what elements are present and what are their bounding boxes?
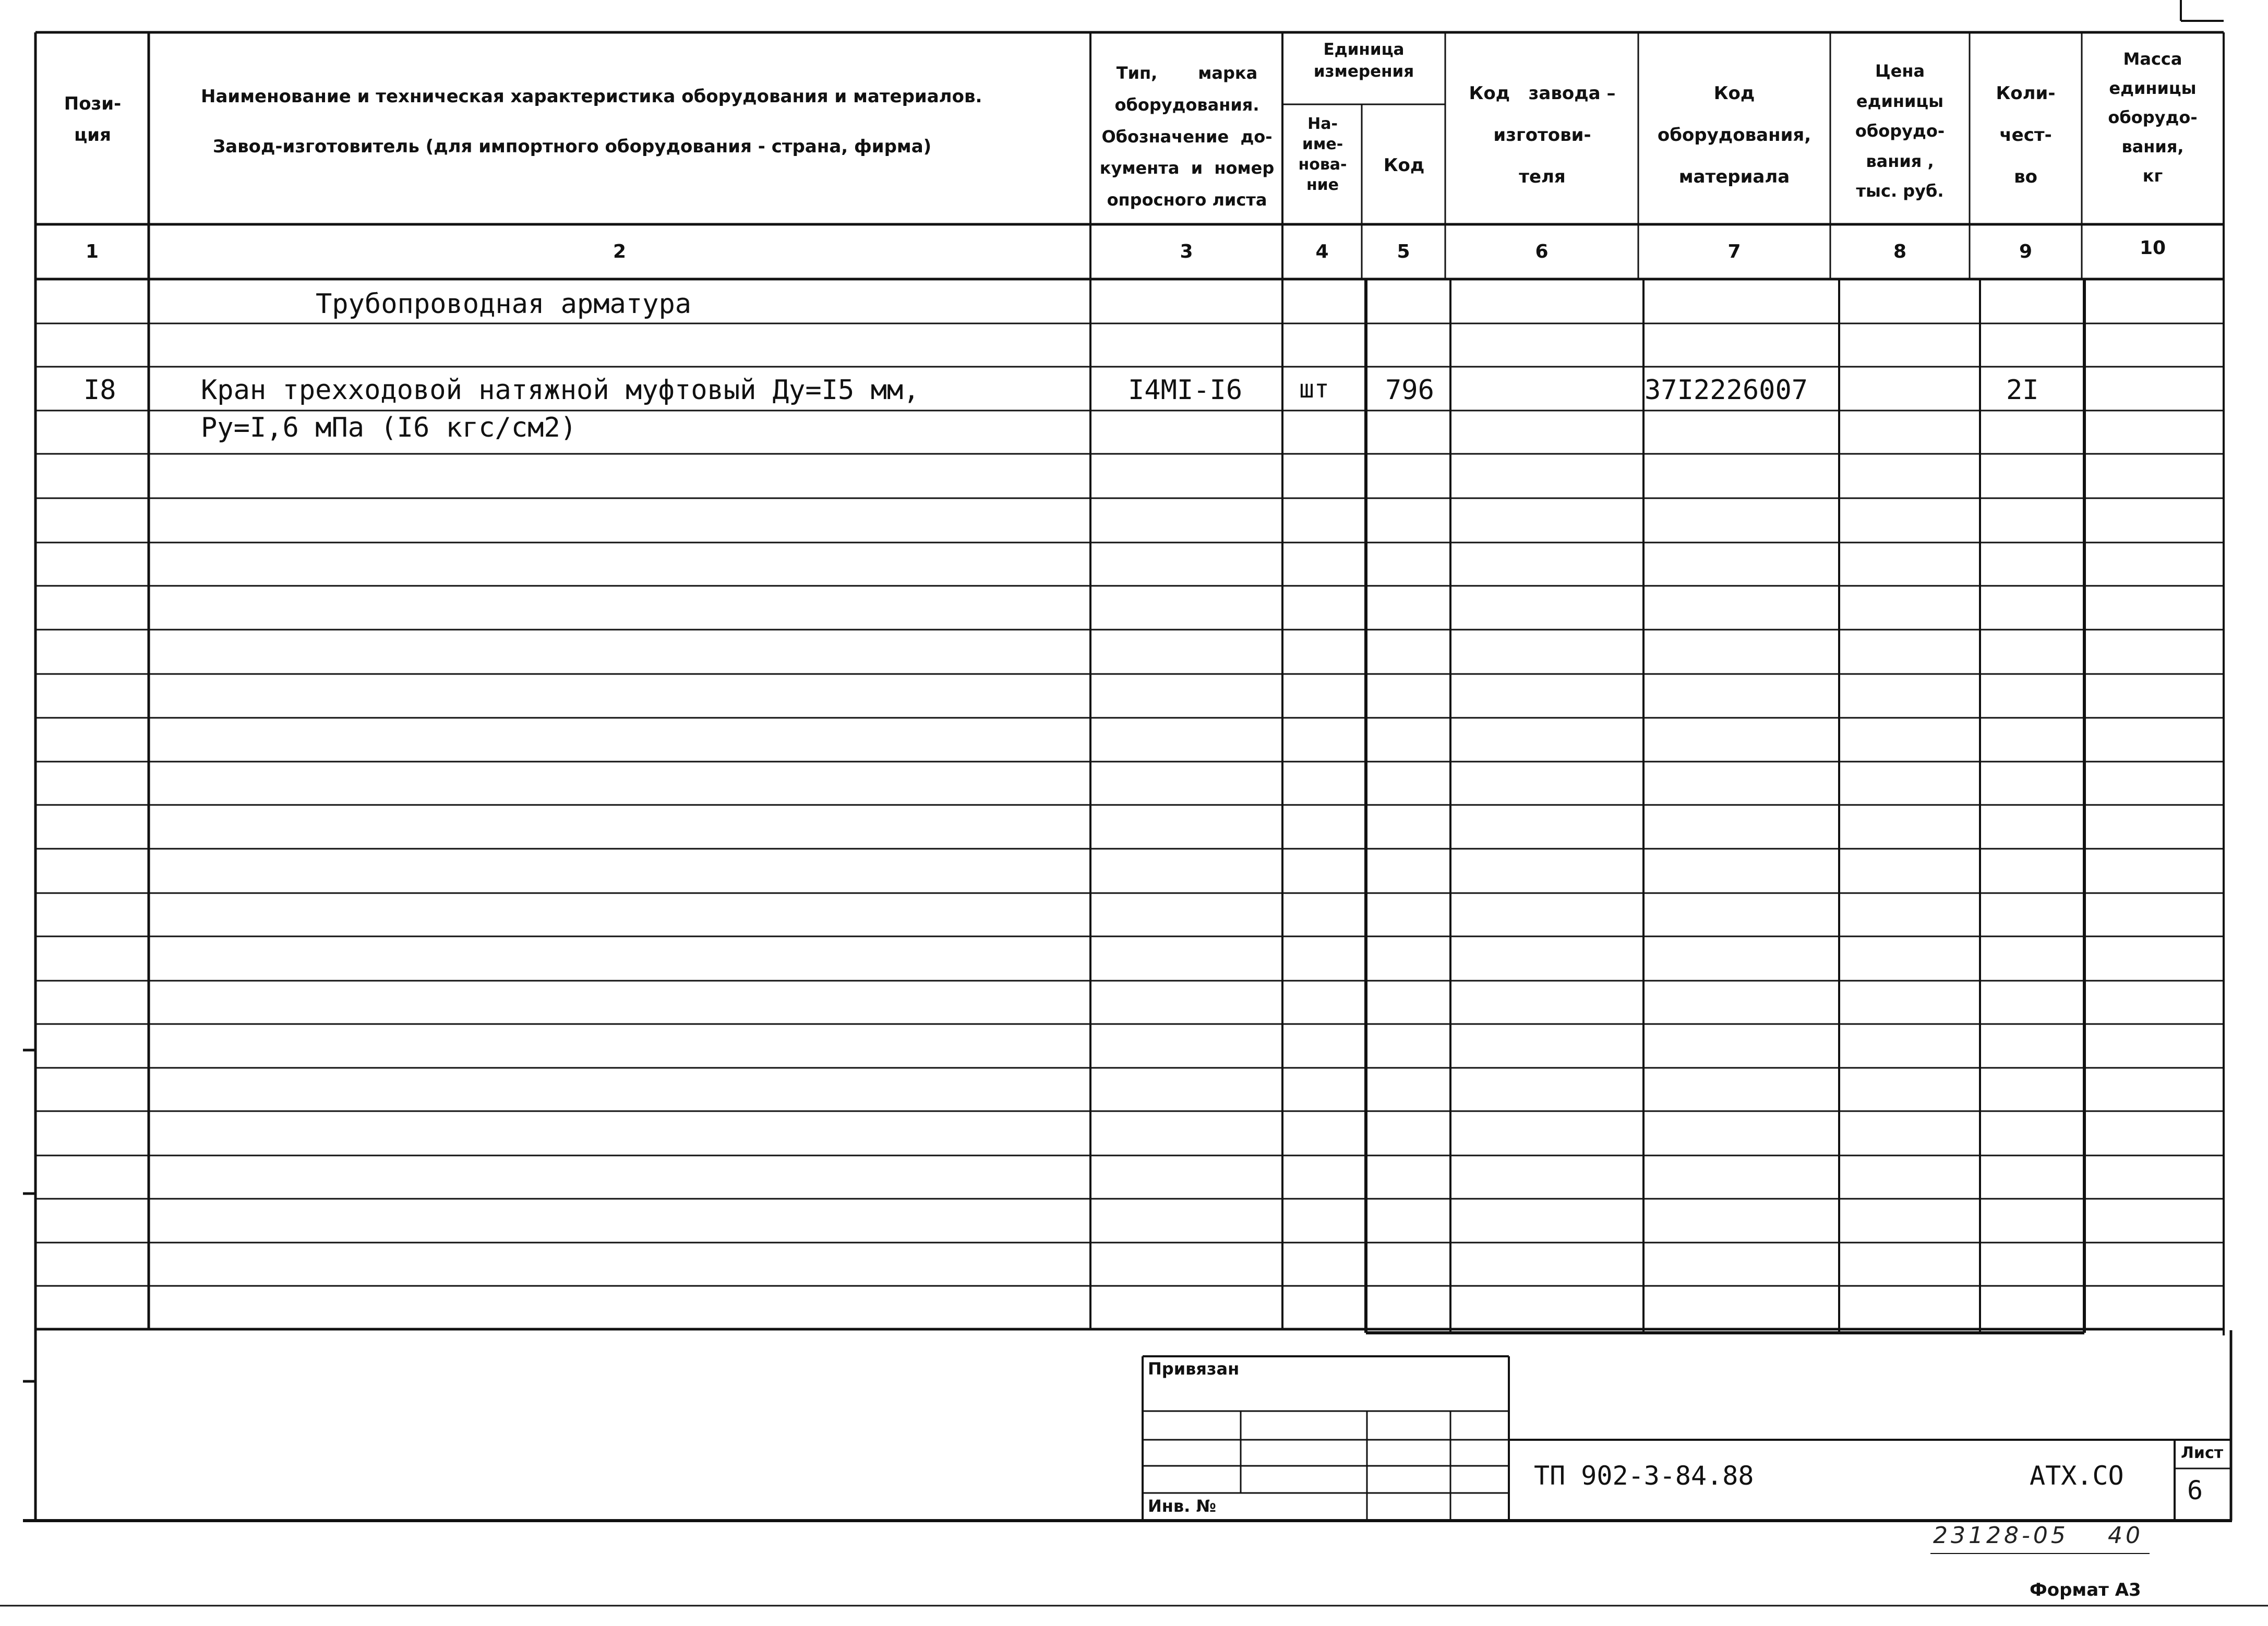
stamp-attached-label: Привязан — [1148, 1359, 1240, 1379]
row-unit-code: 796 — [1385, 375, 1434, 406]
col-number-5: 5 — [1397, 241, 1410, 262]
col-number-4: 4 — [1315, 241, 1329, 262]
col-number-7: 7 — [1727, 241, 1741, 262]
col-number-3: 3 — [1180, 241, 1193, 262]
stamp-inv-label: Инв. № — [1148, 1496, 1216, 1516]
stamp-doc-suffix: АТХ.СО — [2030, 1461, 2124, 1491]
col-number-10: 10 — [2139, 237, 2166, 259]
row-unit-name: шт — [1299, 375, 1329, 404]
col-number-2: 2 — [613, 241, 627, 262]
row-quantity: 2I — [2006, 375, 2039, 406]
header-mass: Масса единицы оборудо- вания, кг — [2108, 49, 2198, 186]
header-price: Цена единицы оборудо- вания , тыс. руб. — [1855, 61, 1945, 201]
header-position: Пози- ция — [64, 93, 122, 146]
format-label: Формат А3 — [2030, 1580, 2141, 1600]
row-name-line2: Ру=I,6 мПа (I6 кгс/см2) — [201, 412, 577, 443]
header-unit-group: Единица измерения — [1313, 40, 1414, 81]
handwritten-number: 23128-05 — [1933, 1522, 2069, 1549]
row-equipment-code: 37I2226007 — [1645, 375, 1808, 406]
handwritten-page: 40 — [2108, 1522, 2143, 1549]
header-name-line1: Наименование и техническая характеристика оборудования и материалов. — [201, 86, 982, 107]
row-name-line1: Кран трехходовой натяжной муфтовый Ду=I5 мм, — [201, 375, 920, 406]
col-number-6: 6 — [1535, 241, 1549, 262]
section-title: Трубопроводная арматура — [316, 288, 692, 320]
stamp-sheet-number: 6 — [2187, 1475, 2203, 1505]
stamp-doc-code: ТП 902-3-84.88 — [1534, 1461, 1754, 1491]
header-quantity: Коли- чест- во — [1996, 83, 2056, 187]
row-type: I4MI-I6 — [1128, 375, 1243, 406]
header-equipment-code: Код оборудования, материала — [1657, 83, 1811, 187]
header-plant-code: Код завода – изготови- теля — [1469, 83, 1616, 187]
col-number-8: 8 — [1893, 241, 1907, 262]
col-number-9: 9 — [2019, 241, 2033, 262]
header-name-line2: Завод-изготовитель (для импортного оборудования - страна, фирма) — [213, 136, 932, 157]
col-number-1: 1 — [85, 241, 99, 262]
header-type: Тип, марка оборудования. Обозначение до- кумента и номер опросного листа — [1099, 63, 1275, 210]
stamp-sheet-label: Лист — [2181, 1444, 2224, 1462]
row-position: I8 — [83, 375, 116, 406]
header-unit-name: На- име- нова- ние — [1298, 115, 1347, 194]
header-unit-code: Код — [1383, 155, 1425, 176]
